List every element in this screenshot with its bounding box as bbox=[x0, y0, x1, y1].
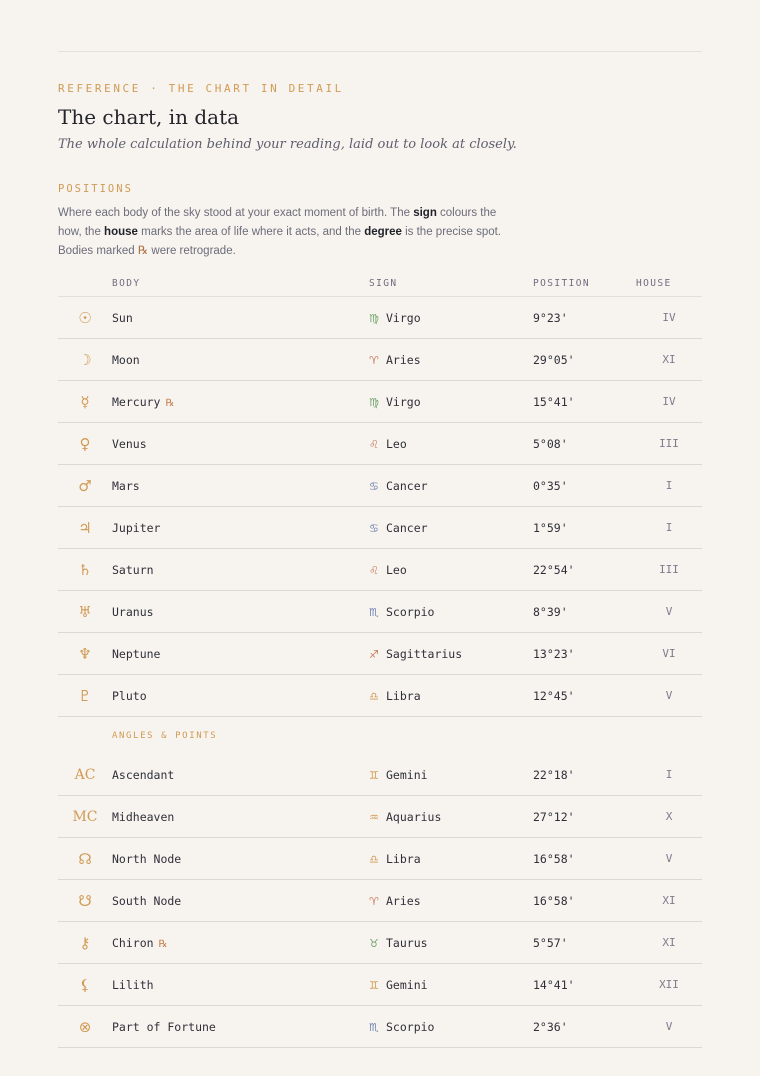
table-row bbox=[58, 465, 702, 507]
sign-name: Virgo bbox=[386, 394, 421, 409]
cancer-icon: ♋ bbox=[369, 479, 379, 493]
body-name: Ascendant bbox=[112, 767, 175, 782]
position-cell: 14°41' bbox=[533, 964, 636, 1006]
house-cell: V bbox=[636, 1006, 702, 1048]
sign-name: Gemini bbox=[386, 767, 428, 782]
position-cell: 22°18' bbox=[533, 754, 636, 796]
house-cell: I bbox=[636, 465, 702, 507]
table-row bbox=[58, 964, 702, 1006]
sign-name: Aries bbox=[386, 352, 421, 367]
house-cell: V bbox=[636, 675, 702, 717]
sign-cell bbox=[369, 754, 533, 796]
house-column-header: HOUSE bbox=[636, 270, 702, 297]
sign-term: sign bbox=[413, 207, 437, 219]
scorpio-icon: ♏ bbox=[369, 1020, 379, 1034]
position-cell: 22°54' bbox=[533, 549, 636, 591]
taurus-icon: ♉ bbox=[369, 936, 379, 950]
table-row bbox=[58, 339, 702, 381]
sign-name: Cancer bbox=[386, 478, 428, 493]
sign-name: Scorpio bbox=[386, 1019, 435, 1034]
bodies-rows bbox=[58, 297, 702, 717]
position-cell: 16°58' bbox=[533, 838, 636, 880]
sign-cell bbox=[369, 1006, 533, 1048]
sagittarius-icon: ♐ bbox=[369, 647, 379, 661]
positions-table bbox=[58, 270, 702, 1048]
house-cell: XI bbox=[636, 922, 702, 964]
angles-points-heading: ANGLES & POINTS bbox=[112, 730, 218, 741]
lilith-icon: ⚸ bbox=[58, 964, 112, 1006]
sign-name: Sagittarius bbox=[386, 646, 463, 661]
body-name: Sun bbox=[112, 310, 133, 325]
scorpio-icon: ♏ bbox=[369, 605, 379, 619]
body-name-cell bbox=[112, 922, 369, 964]
glyph-column-header bbox=[58, 270, 112, 297]
sign-cell bbox=[369, 549, 533, 591]
body-name-cell bbox=[112, 591, 369, 633]
sign-name: Libra bbox=[386, 851, 421, 866]
ascendant-icon: AC bbox=[58, 754, 112, 796]
sign-cell bbox=[369, 922, 533, 964]
table-row bbox=[58, 297, 702, 339]
sign-cell bbox=[369, 796, 533, 838]
body-name-cell bbox=[112, 964, 369, 1006]
body-name-cell bbox=[112, 754, 369, 796]
chiron-icon: ⚷ bbox=[58, 922, 112, 964]
pluto-icon: ♇ bbox=[58, 675, 112, 717]
house-cell: V bbox=[636, 838, 702, 880]
table-row bbox=[58, 381, 702, 423]
table-row bbox=[58, 796, 702, 838]
body-name-cell bbox=[112, 297, 369, 339]
libra-icon: ♎ bbox=[369, 852, 379, 866]
sign-cell bbox=[369, 838, 533, 880]
page-subtitle: The whole calculation behind your reading, laid out to look at closely. bbox=[58, 137, 517, 152]
part-of-fortune-icon: ⊗ bbox=[58, 1006, 112, 1048]
sign-name: Aquarius bbox=[386, 809, 442, 824]
body-name: Saturn bbox=[112, 562, 154, 577]
aries-icon: ♈ bbox=[369, 353, 379, 367]
points-subheader bbox=[58, 717, 702, 755]
table-row bbox=[58, 591, 702, 633]
neptune-icon: ♆ bbox=[58, 633, 112, 675]
position-cell: 8°39' bbox=[533, 591, 636, 633]
position-cell: 29°05' bbox=[533, 339, 636, 381]
sign-name: Aries bbox=[386, 893, 421, 908]
body-name-cell bbox=[112, 633, 369, 675]
north-node-icon: ☊ bbox=[58, 838, 112, 880]
subhead-row bbox=[58, 717, 702, 755]
house-cell: V bbox=[636, 591, 702, 633]
house-cell: I bbox=[636, 754, 702, 796]
section-eyebrow: REFERENCE · THE CHART IN DETAIL bbox=[58, 82, 344, 95]
position-cell: 2°36' bbox=[533, 1006, 636, 1048]
leo-icon: ♌ bbox=[369, 437, 379, 451]
saturn-icon: ♄ bbox=[58, 549, 112, 591]
body-name: South Node bbox=[112, 893, 182, 908]
house-cell: VI bbox=[636, 633, 702, 675]
top-divider bbox=[58, 51, 702, 52]
table-row bbox=[58, 922, 702, 964]
body-name: Part of Fortune bbox=[112, 1019, 216, 1034]
body-name: Uranus bbox=[112, 604, 154, 619]
sign-cell bbox=[369, 507, 533, 549]
body-name-cell bbox=[112, 675, 369, 717]
table-row bbox=[58, 507, 702, 549]
body-name: Moon bbox=[112, 352, 140, 367]
position-cell: 5°08' bbox=[533, 423, 636, 465]
points-rows bbox=[58, 754, 702, 1048]
body-name-cell bbox=[112, 423, 369, 465]
position-cell: 15°41' bbox=[533, 381, 636, 423]
sign-name: Leo bbox=[386, 436, 407, 451]
aquarius-icon: ♒ bbox=[369, 810, 379, 824]
retrograde-icon: ℞ bbox=[158, 938, 168, 950]
aries-icon: ♈ bbox=[369, 894, 379, 908]
body-name: Jupiter bbox=[112, 520, 161, 535]
position-cell: 5°57' bbox=[533, 922, 636, 964]
body-name-cell bbox=[112, 1006, 369, 1048]
sign-cell bbox=[369, 339, 533, 381]
body-name-cell bbox=[112, 838, 369, 880]
sign-name: Virgo bbox=[386, 310, 421, 325]
virgo-icon: ♍ bbox=[369, 311, 379, 325]
house-cell: I bbox=[636, 507, 702, 549]
body-name: Midheaven bbox=[112, 809, 175, 824]
cancer-icon: ♋ bbox=[369, 521, 379, 535]
house-cell: III bbox=[636, 423, 702, 465]
sign-cell bbox=[369, 591, 533, 633]
positions-intro: Where each body of the sky stood at your exact moment of birth. The sign colours the how, the house marks the area of life where it acts, and the degree is the precise spot. Bodies marked ℞ were retrograde. bbox=[58, 207, 501, 257]
page-title: The chart, in data bbox=[58, 105, 240, 129]
body-name: Neptune bbox=[112, 646, 161, 661]
sign-cell bbox=[369, 465, 533, 507]
table-row bbox=[58, 423, 702, 465]
position-column-header: POSITION bbox=[533, 270, 636, 297]
sign-cell bbox=[369, 381, 533, 423]
libra-icon: ♎ bbox=[369, 689, 379, 703]
gemini-icon: ♊ bbox=[369, 978, 379, 992]
body-name-cell bbox=[112, 465, 369, 507]
degree-term: degree bbox=[364, 226, 402, 238]
house-term: house bbox=[104, 226, 138, 238]
body-name: Pluto bbox=[112, 688, 147, 703]
position-cell: 27°12' bbox=[533, 796, 636, 838]
south-node-icon: ☋ bbox=[58, 880, 112, 922]
house-cell: XI bbox=[636, 339, 702, 381]
sign-name: Taurus bbox=[386, 935, 428, 950]
position-cell: 1°59' bbox=[533, 507, 636, 549]
moon-icon: ☽ bbox=[58, 339, 112, 381]
sign-cell bbox=[369, 633, 533, 675]
body-column-header: BODY bbox=[112, 270, 369, 297]
sign-cell bbox=[369, 297, 533, 339]
position-cell: 0°35' bbox=[533, 465, 636, 507]
table-row bbox=[58, 675, 702, 717]
table-row bbox=[58, 880, 702, 922]
sign-cell bbox=[369, 423, 533, 465]
body-name: Venus bbox=[112, 436, 147, 451]
midheaven-icon: MC bbox=[58, 796, 112, 838]
jupiter-icon: ♃ bbox=[58, 507, 112, 549]
body-name-cell bbox=[112, 796, 369, 838]
sign-name: Leo bbox=[386, 562, 407, 577]
table-row bbox=[58, 754, 702, 796]
sign-column-header: SIGN bbox=[369, 270, 533, 297]
table-row bbox=[58, 633, 702, 675]
position-cell: 12°45' bbox=[533, 675, 636, 717]
sign-name: Libra bbox=[386, 688, 421, 703]
body-name-cell bbox=[112, 549, 369, 591]
table-row bbox=[58, 549, 702, 591]
house-cell: X bbox=[636, 796, 702, 838]
mercury-icon: ☿ bbox=[58, 381, 112, 423]
retrograde-icon: ℞ bbox=[137, 245, 149, 257]
body-name: Mars bbox=[112, 478, 140, 493]
mars-icon: ♂ bbox=[58, 465, 112, 507]
leo-icon: ♌ bbox=[369, 563, 379, 577]
body-name-cell bbox=[112, 507, 369, 549]
sign-cell bbox=[369, 675, 533, 717]
body-name: North Node bbox=[112, 851, 182, 866]
house-cell: III bbox=[636, 549, 702, 591]
virgo-icon: ♍ bbox=[369, 395, 379, 409]
body-name-cell bbox=[112, 880, 369, 922]
house-cell: XII bbox=[636, 964, 702, 1006]
sign-name: Gemini bbox=[386, 977, 428, 992]
body-name: Lilith bbox=[112, 977, 154, 992]
sign-cell bbox=[369, 880, 533, 922]
position-cell: 16°58' bbox=[533, 880, 636, 922]
sign-cell bbox=[369, 964, 533, 1006]
table-header-row bbox=[58, 270, 702, 297]
body-name-cell bbox=[112, 339, 369, 381]
house-cell: XI bbox=[636, 880, 702, 922]
position-cell: 13°23' bbox=[533, 633, 636, 675]
body-name: Chiron bbox=[112, 935, 154, 950]
venus-icon: ♀ bbox=[58, 423, 112, 465]
positions-heading: POSITIONS bbox=[58, 183, 133, 195]
body-name: Mercury bbox=[112, 394, 161, 409]
house-cell: IV bbox=[636, 297, 702, 339]
sun-icon: ☉ bbox=[58, 297, 112, 339]
position-cell: 9°23' bbox=[533, 297, 636, 339]
sign-name: Cancer bbox=[386, 520, 428, 535]
retrograde-icon: ℞ bbox=[165, 397, 175, 409]
table-row bbox=[58, 838, 702, 880]
table-row bbox=[58, 1006, 702, 1048]
uranus-icon: ♅ bbox=[58, 591, 112, 633]
house-cell: IV bbox=[636, 381, 702, 423]
body-name-cell bbox=[112, 381, 369, 423]
gemini-icon: ♊ bbox=[369, 768, 379, 782]
sign-name: Scorpio bbox=[386, 604, 435, 619]
